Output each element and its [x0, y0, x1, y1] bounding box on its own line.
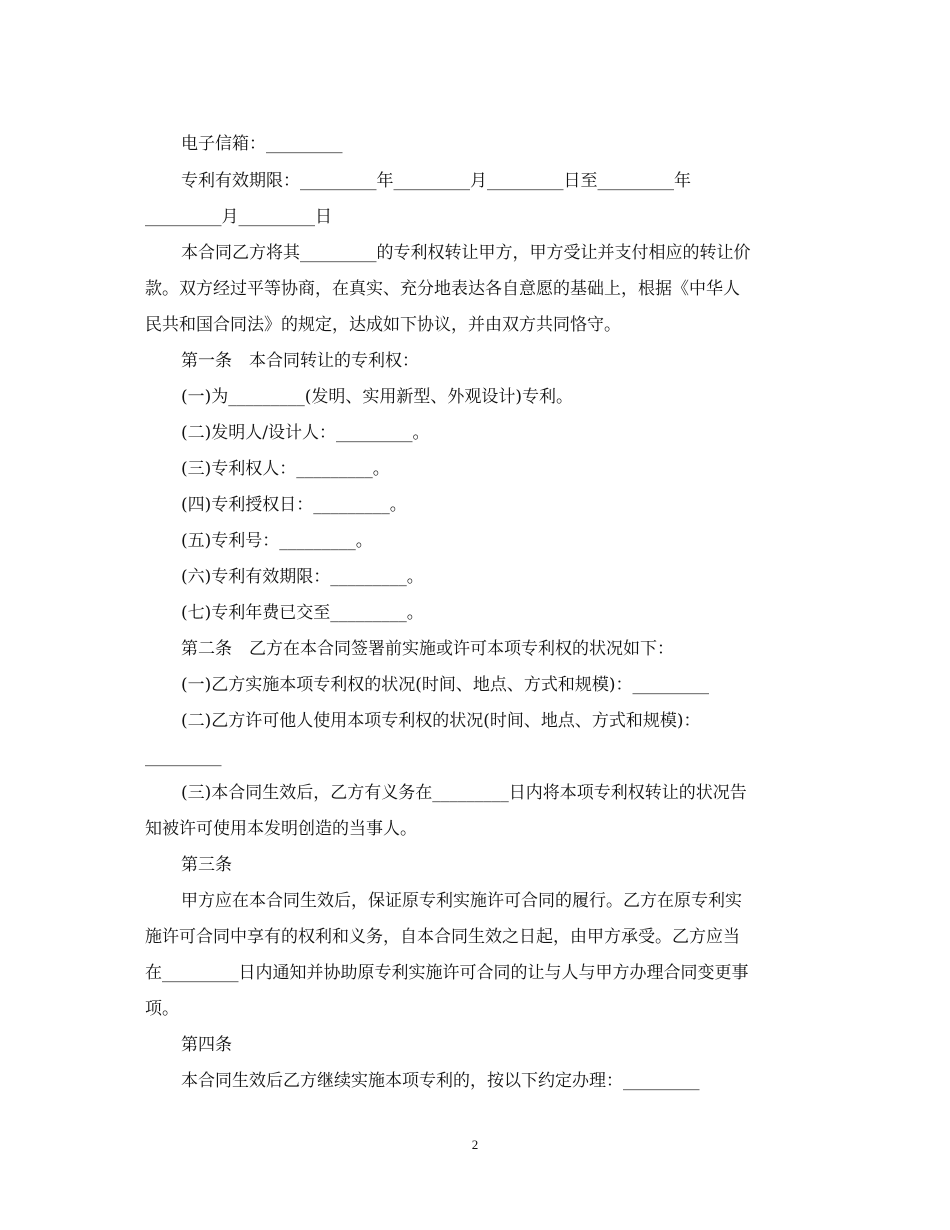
- email-line: 电子信箱：_________: [181, 134, 343, 154]
- article-1-item: (五)专利号：_________。: [181, 531, 373, 551]
- article-4-paragraph-line: 本合同生效后乙方继续实施本项专利的，按以下约定办理：_________: [181, 1071, 700, 1091]
- article-1-item: (六)专利有效期限：_________。: [181, 567, 424, 587]
- article-3-paragraph-line: 在_________日内通知并协助原专利实施许可合同的让与人与甲方办理合同变更事: [145, 963, 749, 983]
- article-3-paragraph-line: 甲方应在本合同生效后，保证原专利实施许可合同的履行。乙方在原专利实: [181, 891, 742, 911]
- intro-paragraph-line: 款。双方经过平等协商，在真实、充分地表达各自意愿的基础上，根据《中华人: [145, 279, 740, 299]
- article-2-item-cont: 知被许可使用本发明创造的当事人。: [145, 819, 417, 839]
- article-2-item: (三)本合同生效后，乙方有义务在_________日内将本项专利权转让的状况告: [181, 783, 747, 803]
- article-2-item-cont: _________: [145, 747, 222, 767]
- article-2-item: (二)乙方许可他人使用本项专利权的状况(时间、地点、方式和规模)：: [181, 711, 701, 731]
- article-1-heading: 第一条 本合同转让的专利权：: [181, 351, 419, 371]
- article-3-paragraph-line: 施许可合同中享有的权利和义务，自本合同生效之日起，由甲方承受。乙方应当: [145, 927, 740, 947]
- page-number: 2: [471, 1137, 479, 1152]
- patent-validity-line: 专利有效期限：_________年_________月_________日至_________年: [181, 171, 691, 191]
- article-1-item: (四)专利授权日：_________。: [181, 495, 407, 515]
- article-1-item: (三)专利权人：_________。: [181, 459, 390, 479]
- article-1-item: (二)发明人/设计人：_________。: [181, 423, 430, 443]
- patent-validity-line-cont: _________月_________日: [145, 207, 332, 227]
- article-1-item: (一)为_________(发明、实用新型、外观设计)专利。: [181, 387, 574, 407]
- article-2-item: (一)乙方实施本项专利权的状况(时间、地点、方式和规模)：_________: [181, 675, 710, 695]
- intro-paragraph-line: 本合同乙方将其_________的专利权转让甲方，甲方受让并支付相应的转让价: [181, 243, 751, 263]
- article-2-heading: 第二条 乙方在本合同签署前实施或许可本项专利权的状况如下：: [181, 639, 674, 659]
- intro-paragraph-line: 民共和国合同法》的规定，达成如下协议，并由双方共同恪守。: [145, 315, 621, 335]
- article-1-item: (七)专利年费已交至_________。: [181, 603, 424, 623]
- article-4-heading: 第四条: [181, 1035, 232, 1055]
- article-3-heading: 第三条: [181, 855, 232, 875]
- article-3-paragraph-line: 项。: [145, 999, 179, 1019]
